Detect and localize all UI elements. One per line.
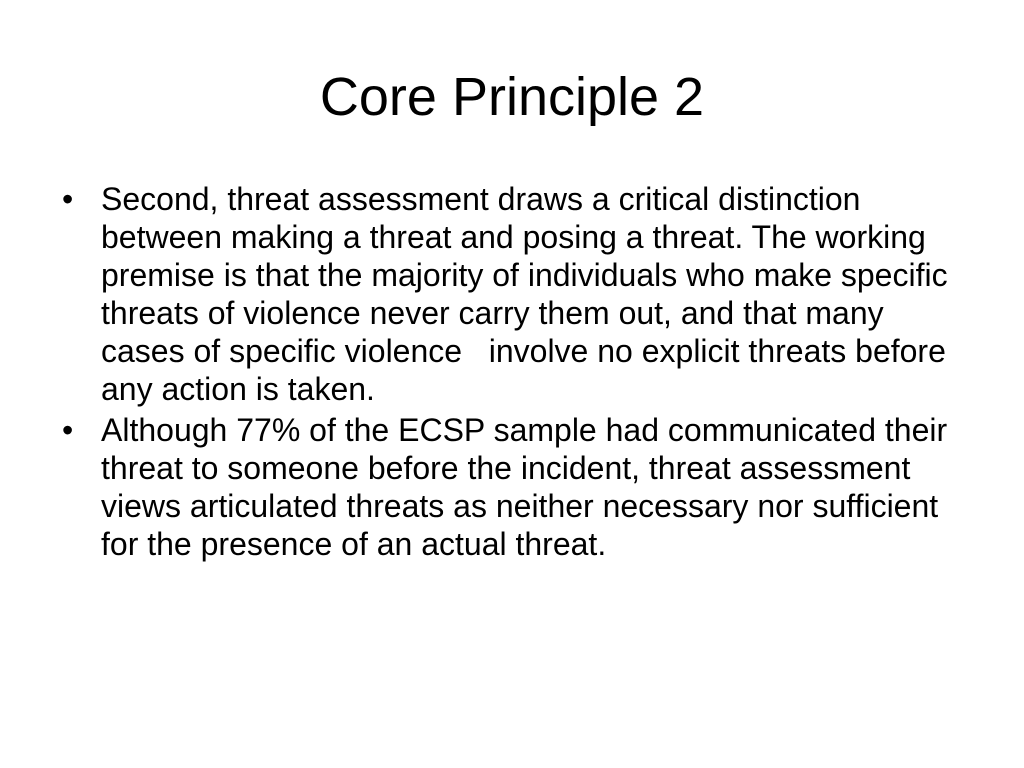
bullet-item-2 [62,411,974,563]
bullet-list [62,180,974,566]
bullet-marker: • [62,181,74,217]
bullet-text-1: Second, threat assessment draws a critical distinction between making a threat and posing a threat. The working premise is that the majority of individuals who make specific threats of violence never carry them out, and that many cases of specific violence involve no explicit threats before any action is taken. [101,181,957,407]
bullet-item-1 [62,180,974,408]
slide-title: Core Principle 2 [319,67,705,127]
bullet-text-2: Although 77% of the ECSP sample had communicated their threat to someone before the incident, threat assessment views articulated threats as neither necessary nor sufficient for the presence of an actual threat. [101,412,957,562]
bullet-marker: • [62,412,74,448]
